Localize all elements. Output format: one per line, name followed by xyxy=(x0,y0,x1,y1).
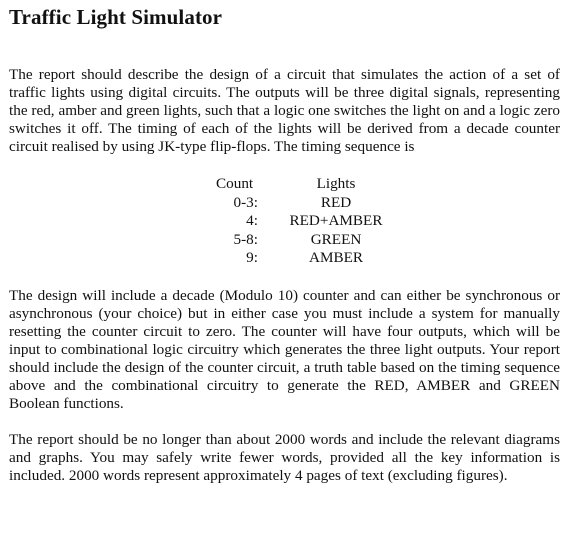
lights-cell: RED xyxy=(320,193,352,211)
timing-sequence-table xyxy=(214,175,396,268)
lights-cell: AMBER xyxy=(308,249,363,266)
document-title: Traffic Light Simulator xyxy=(9,5,223,29)
count-cell: 5-8: xyxy=(233,230,258,248)
timing-table-header-row xyxy=(214,175,396,194)
intro-paragraph: The report should describe the design of a circuit that simulates the action of a set of traffic lights using digital circuits. The outputs will be three digital signals, representing the red, amber and green lights, such that a logic one switches the light on and a logic zero switches it off. The timing of each of the lights will be derived from a decade counter circuit realised by using JK-type flip-flops. The timing sequence is xyxy=(9,66,560,155)
design-paragraph: The design will include a decade (Modulo 10) counter and can either be synchronous or asynchronous (your choice) but in either case you must include a system for manually resetting the counter circuit to zero. The counter will have four outputs, which will be input to combinational logic circuitry which generates the three light outputs. Your report should include the design of the counter circuit, a truth table based on the timing sequence above and the combinational circuitry to generate the RED, AMBER and GREEN Boolean functions. xyxy=(9,286,560,412)
lights-column-header: Lights xyxy=(316,175,356,192)
count-cell: 0-3: xyxy=(233,193,258,211)
count-column-header: Count xyxy=(216,175,254,192)
timing-table-row xyxy=(214,231,396,250)
count-cell: 9: xyxy=(246,249,258,266)
length-paragraph: The report should be no longer than about 2000 words and include the relevant diagrams and graphs. You may safely write fewer words, provided all the key information is included. 2000 words represent approximately 4 pages of text (excluding figures). xyxy=(9,430,560,484)
lights-cell: RED+AMBER xyxy=(289,212,383,229)
count-cell: 4: xyxy=(246,212,258,229)
timing-table-row xyxy=(214,212,396,231)
timing-table-row xyxy=(214,194,396,213)
lights-cell: GREEN xyxy=(310,230,362,248)
timing-table-row xyxy=(214,249,396,268)
